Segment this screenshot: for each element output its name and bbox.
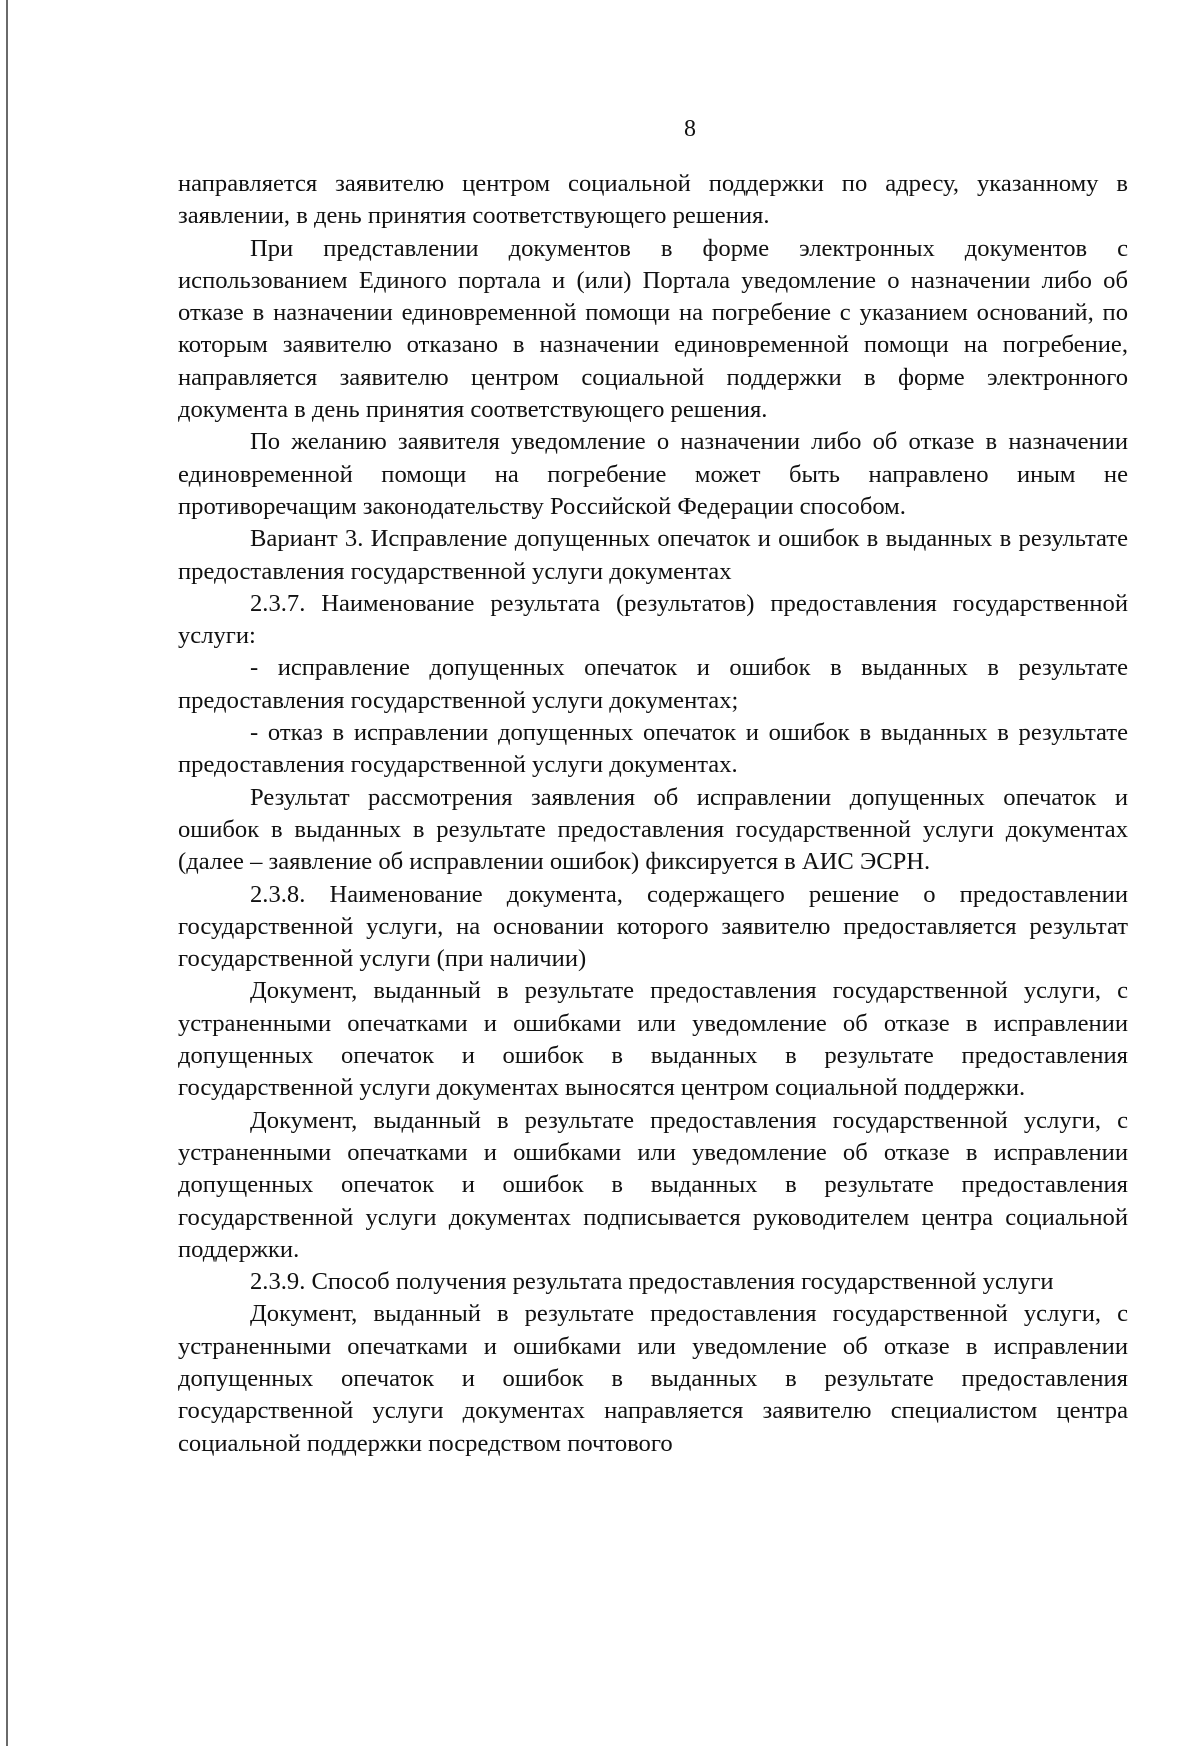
list-item-refusal: - отказ в исправлении допущенных опечаток и ошибок в выданных в результате предоставления государственной услуги документах. (178, 719, 1128, 779)
paragraph-2-3-7: 2.3.7. Наименование результата (результатов) предоставления государственной услуги: (178, 589, 1128, 650)
paragraph-2-3-9: 2.3.9. Способ получения результата предоставления государственной услуги (250, 1268, 1054, 1296)
paragraph-result-recorded: Результат рассмотрения заявления об исправлении допущенных опечаток и ошибок в выданных в результате предоставления государственной услуги документах (далее – заявление об исправлении ошибок) фиксируется в АИС ЭСРН. (178, 783, 1128, 876)
paragraph-2-3-8: 2.3.8. Наименование документа, содержащего решение о предоставлении государственной услуги, на основании которого заявителю предоставляется результат государственной услуги (при наличии) (178, 880, 1128, 973)
list-item-correction: - исправление допущенных опечаток и ошибок в выданных в результате предоставления государственной услуги документах; (178, 654, 1128, 714)
paragraph-continuation: направляется заявителю центром социальной поддержки по адресу, указанному в заявлении, в день принятия соответствующего решения. (178, 170, 1128, 230)
paragraph-document-sent: Документ, выданный в результате предоставления государственной услуги, с устраненными опечатками и ошибками или уведомление об отказе в исправлении допущенных опечаток и ошибок в выданных в результате предоставления государственной услуги документах направляется заявителю специалистом центра социальной поддержки посредством почтового (178, 1300, 1128, 1457)
heading-variant-3: Вариант 3. Исправление допущенных опечаток и ошибок в выданных в результате предоставления государственной услуги документах (178, 525, 1128, 585)
paragraph-applicant-wish: По желанию заявителя уведомление о назначении либо об отказе в назначении единовременной помощи на погребение может быть направлено иным не противоречащим законодательству Российской Федерации способом. (178, 428, 1128, 520)
scan-edge-line (6, 0, 8, 1746)
paragraph-document-signed: Документ, выданный в результате предоставления государственной услуги, с устраненными опечатками и ошибками или уведомление об отказе в исправлении допущенных опечаток и ошибок в выданных в результате предоставления государственной услуги документах подписывается руководителем центра социальной поддержки. (178, 1106, 1128, 1263)
paragraph-electronic-notification: При представлении документов в форме электронных документов с использованием Единого портала и (или) Портала уведомление о назначении либо об отказе в назначении единовременной помощи на погребение с указанием оснований, по которым заявителю отказано в назначении единовременной помощи на погребение, направляется заявителю центром социальной поддержки в форме электронного документа в день принятия соответствующего решения. (178, 234, 1128, 424)
page-number: 8 (684, 116, 696, 142)
paragraph-document-issued: Документ, выданный в результате предоставления государственной услуги, с устраненными опечатками и ошибками или уведомление об отказе в исправлении допущенных опечаток и ошибок в выданных в результате предоставления государственной услуги документах выносятся центром социальной поддержки. (178, 977, 1128, 1102)
document-body (178, 168, 1128, 1460)
